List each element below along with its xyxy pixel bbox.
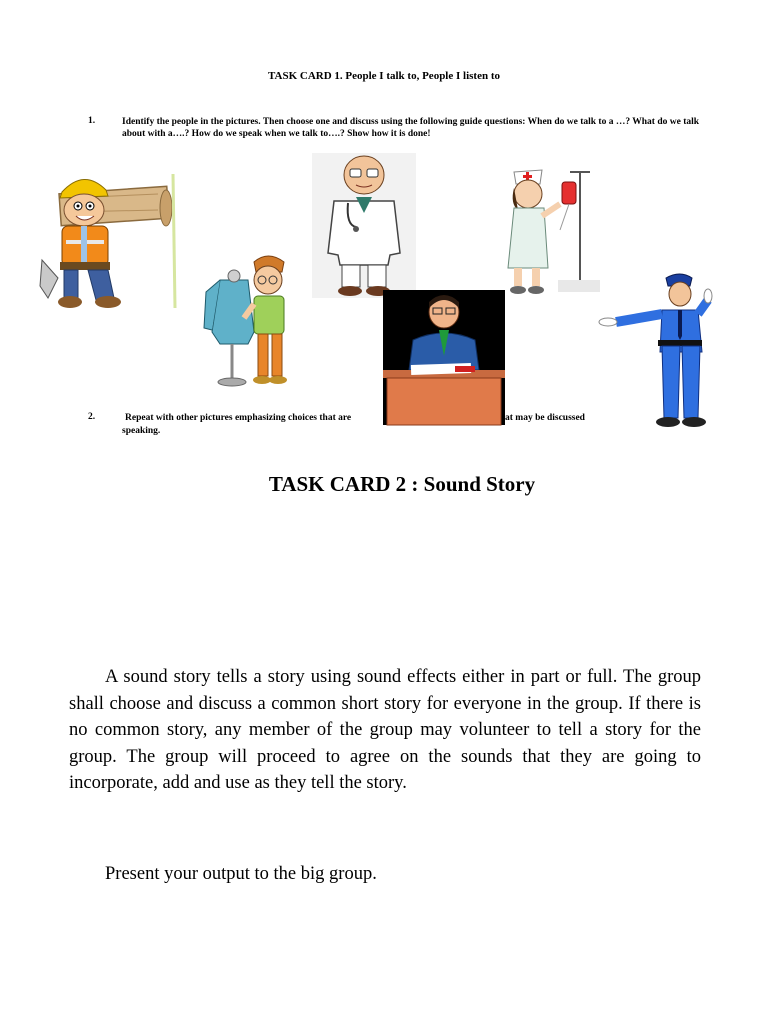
office-worker-picture: [383, 290, 505, 425]
police-officer-picture: [596, 270, 716, 430]
item-2-text-left: Repeat with other pictures emphasizing choices that are: [125, 413, 352, 423]
sound-story-paragraph: A sound story tells a story using sound effects either in part or full. The group shall choose and discuss a common short story for everyone in the group. If there is no common story, any member of the group may volunteer to tell a story for the group. The group will proceed to agree on the sounds that they are going to incorporate, add and use as they tell the story.: [69, 667, 701, 794]
construction-worker-picture: [38, 168, 178, 313]
item-2-number: 2.: [88, 412, 96, 422]
task-card-2-title: TASK CARD 2 : Sound Story: [268, 472, 536, 496]
doctor-picture: [312, 153, 416, 298]
item-1-text: Identify the people in the pictures. Then choose one and discuss using the following guide questions: When do we talk to a …? What do we talk about with a….? How do we speak when we talk to….? Show how it is done!: [122, 117, 700, 139]
item-2-text-line2: speaking.: [122, 426, 161, 436]
tailor-picture: [200, 252, 312, 390]
closing-instruction: Present your output to the big group.: [105, 864, 377, 884]
item-2-text-right: at may be discussed: [505, 413, 585, 423]
item-1-number: 1.: [88, 116, 96, 126]
nurse-picture: [500, 160, 600, 298]
task-card-1-title: TASK CARD 1. People I talk to, People I listen to: [267, 70, 500, 82]
